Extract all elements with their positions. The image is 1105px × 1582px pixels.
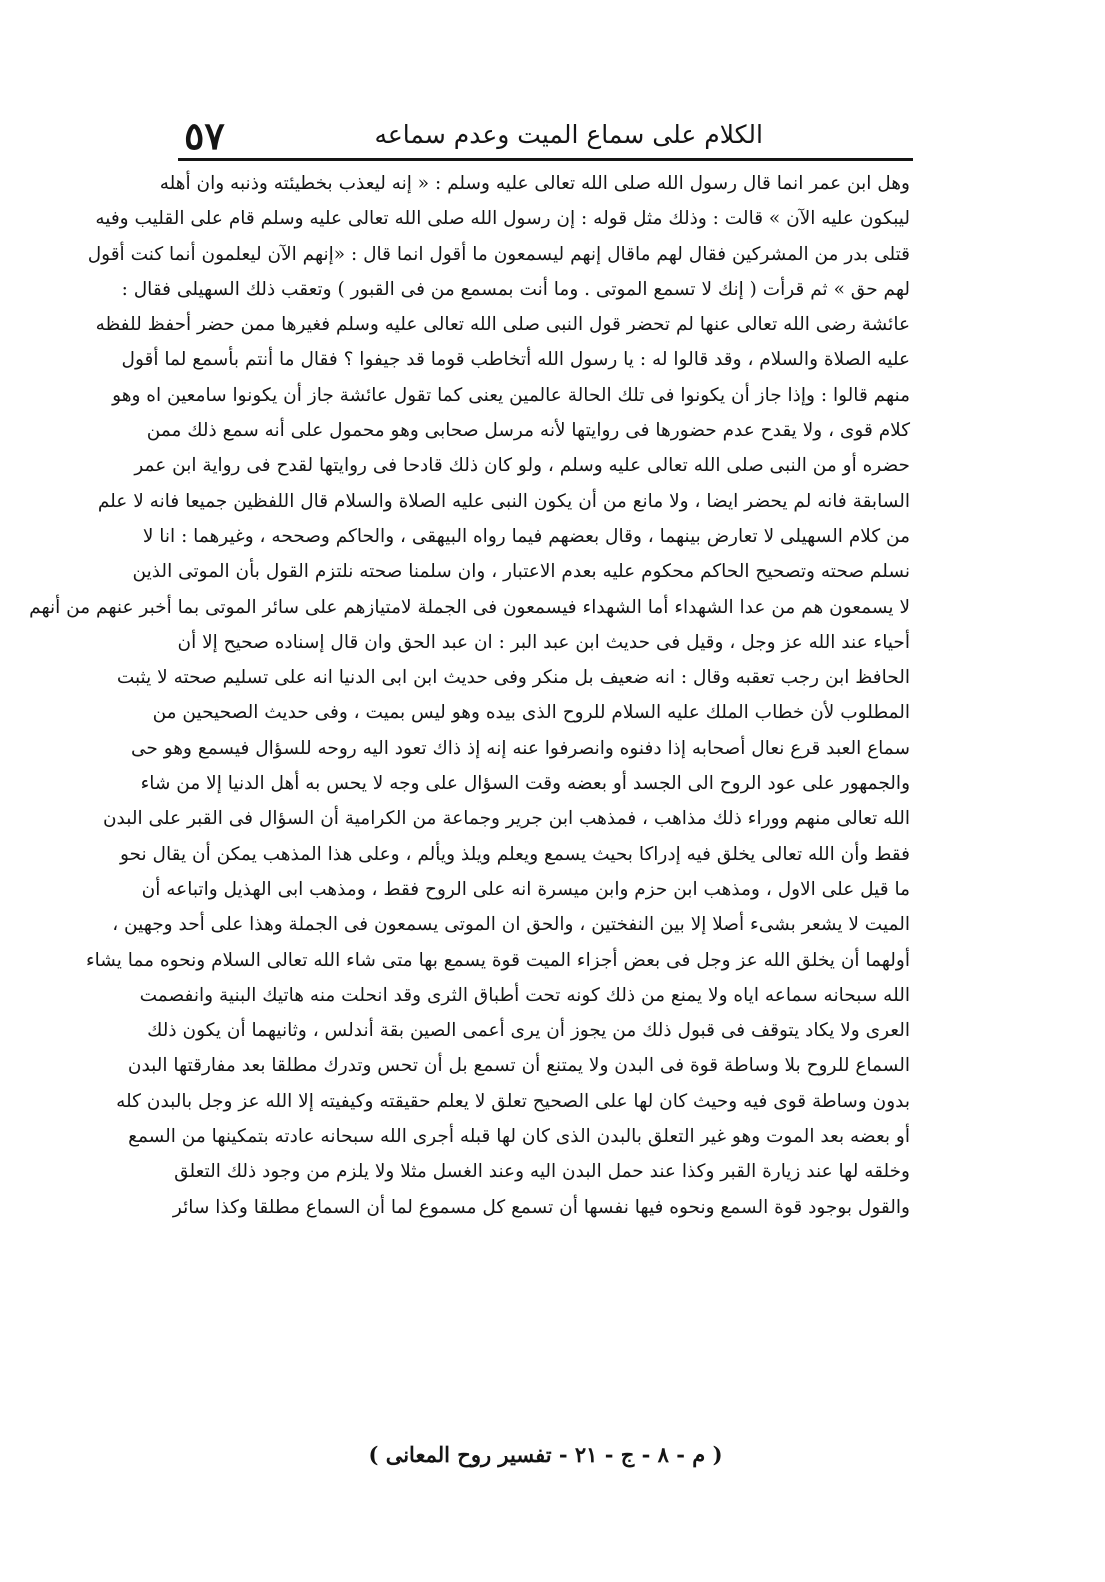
text-line: أحياء عند الله عز وجل ، وقيل فى حديث ابن عبد البر : ان عبد الحق وان قال إسناده صحيح إلا أن <box>177 631 910 653</box>
text-line: الميت لا يشعر بشىء أصلا إلا بين النفختين ، والحق ان الموتى يسمعون فى الجملة وهذا على أحد وجهين ، <box>112 914 910 936</box>
text-line: كلام قوى ، ولا يقدح عدم حضورها فى روايتها لأنه مرسل صحابى وهو محمول على أنه سمع ذلك ممن <box>146 420 910 442</box>
text-line: الحافظ ابن رجب تعقبه وقال : انه ضعيف بل منكر وفى حديث ابن ابى الدنيا انه على تسليم صحته لا يثبت <box>116 667 910 689</box>
text-line: أو بعضه بعد الموت وهو غير التعلق بالبدن الذى كان لها قبله أجرى الله سبحانه عادته بتمكينها من السمع <box>128 1126 910 1148</box>
text-line: والجمهور على عود الروح الى الجسد أو بعضه وقت السؤال على وجه لا يحس به أهل الدنيا إلا من شاء <box>140 773 910 795</box>
text-line: السماع للروح بلا وساطة قوة فى البدن ولا يمتنع أن تسمع بل أن تحس وتدرك مطلقا بعد مفارقتها البدن <box>127 1055 910 1077</box>
text-line: سماع العبد قرع نعال أصحابه إذا دفنوه وانصرفوا عنه إنه إذ ذاك تعود اليه روحه للسؤال فيسمع وهو حى <box>131 737 910 759</box>
footer-signature: ( م - ٨ - ج - ٢١ - تفسير روح المعانى ) <box>368 1442 723 1467</box>
text-line: وخلقه لها عند زيارة القبر وكذا عند حمل البدن اليه وعند الغسل مثلا ولا يلزم من وجود ذلك التعلق <box>174 1161 910 1183</box>
text-line: وهل ابن عمر انما قال رسول الله صلى الله تعالى عليه وسلم : « إنه ليعذب بخطيئته وذنبه وان أهله <box>159 173 910 194</box>
text-line: المطلوب لأن خطاب الملك عليه السلام للروح الذى بيده وهو ليس بميت ، وفى حديث الصحيحين من <box>152 702 910 724</box>
text-line: ما قيل على الاول ، ومذهب ابن حزم وابن ميسرة انه على الروح فقط ، ومذهب ابى الهذيل واتباعه أن <box>141 878 910 900</box>
page-header <box>178 112 913 158</box>
text-line: العرى ولا يكاد يتوقف فى قبول ذلك من يجوز أن يرى أعمى الصين بقة أندلس ، وثانيهما أن يكون ذلك <box>147 1020 910 1042</box>
text-line: لهم حق » ثم قرأت ( إنك لا تسمع الموتى . وما أنت بمسمع من فى القبور ) وتعقب ذلك السهيلى فقال : <box>121 278 910 300</box>
header-rule <box>178 158 913 161</box>
text-line: قتلى بدر من المشركين فقال لهم ماقال إنهم ليسمعون ما أقول انما قال : «إنهم الآن ليعلمون أنما كنت أقول <box>87 243 910 265</box>
text-line: عائشة رضى الله تعالى عنها لم تحضر قول النبى صلى الله تعالى عليه وسلم فغيرها ممن حضر أحفظ للفظه <box>95 314 910 336</box>
text-line: عليه الصلاة والسلام ، وقد قالوا له : يا رسول الله أتخاطب قوما قد جيفوا ؟ فقال ما أنتم بأسمع لما أقول <box>121 349 910 371</box>
text-line: ليبكون عليه الآن » قالت : وذلك مثل قوله : إن رسول الله صلى الله تعالى عليه وسلم قام على القليب وفيه <box>95 208 910 230</box>
page-number: ٥٧ <box>184 113 225 158</box>
text-line: الله تعالى منهم ووراء ذلك مذاهب ، فمذهب ابن جرير وجماعة من الكرامية أن السؤال فى القبر على البدن <box>102 808 910 830</box>
text-line: بدون وساطة قوى فيه وحيث كان لها على الصحيح تعلق لا يعلم حقيقته وكيفيته إلا الله عز وجل بالبدن كله <box>116 1090 910 1112</box>
text-line: أولهما أن يخلق الله عز وجل فى بعض أجزاء الميت قوة يسمع بها متى شاء الله تعالى السلام ونحوه مما يشاء <box>85 949 910 971</box>
text-line: والقول بوجود قوة السمع ونحوه فيها نفسها أن تسمع كل مسموع لما أن السماع مطلقا وكذا سائر <box>172 1196 910 1218</box>
running-title: الكلام على سماع الميت وعدم سماعه <box>374 120 763 149</box>
text-line: لا يسمعون هم من عدا الشهداء أما الشهداء فيسمعون فى الجملة لامتيازهم على سائر الموتى بما أخبر عنهم من أنهم <box>29 596 910 618</box>
text-line: الله سبحانه سماعه اياه ولا يمنع من ذلك كونه تحت أطباق الثرى وقد انحلت منه هاتيك البنية وانفصمت <box>139 984 910 1006</box>
text-line: فقط وأن الله تعالى يخلق فيه إدراكا بحيث يسمع ويعلم ويلذ ويألم ، وعلى هذا المذهب يمكن أن يقال نحو <box>120 843 910 865</box>
text-line: منهم قالوا : وإذا جاز أن يكونوا فى تلك الحالة عالمين يعنى كما تقول عائشة جاز أن يكونوا سامعين اه وهو <box>112 384 910 406</box>
body-text <box>29 166 910 1260</box>
text-line <box>180 1225 910 1260</box>
text-line: السابقة فانه لم يحضر ايضا ، ولا مانع من أن يكون النبى عليه الصلاة والسلام قال اللفظين جميعا فانه لا علم <box>97 490 910 512</box>
text-line: من كلام السهيلى لا تعارض بينهما ، وقال بعضهم فيما رواه البيهقى ، والحاكم وصححه ، وغيرهما : انا لا <box>142 525 910 547</box>
text-line: حضره أو من النبى صلى الله تعالى عليه وسلم ، ولو كان ذلك قادحا فى روايتها لقدح فى رواية ابن عمر <box>134 455 910 477</box>
text-line: نسلم صحته وتصحيح الحاكم محكوم عليه بعدم الاعتبار ، وان سلمنا صحته نلتزم القول بأن الموتى الذين <box>132 561 910 583</box>
